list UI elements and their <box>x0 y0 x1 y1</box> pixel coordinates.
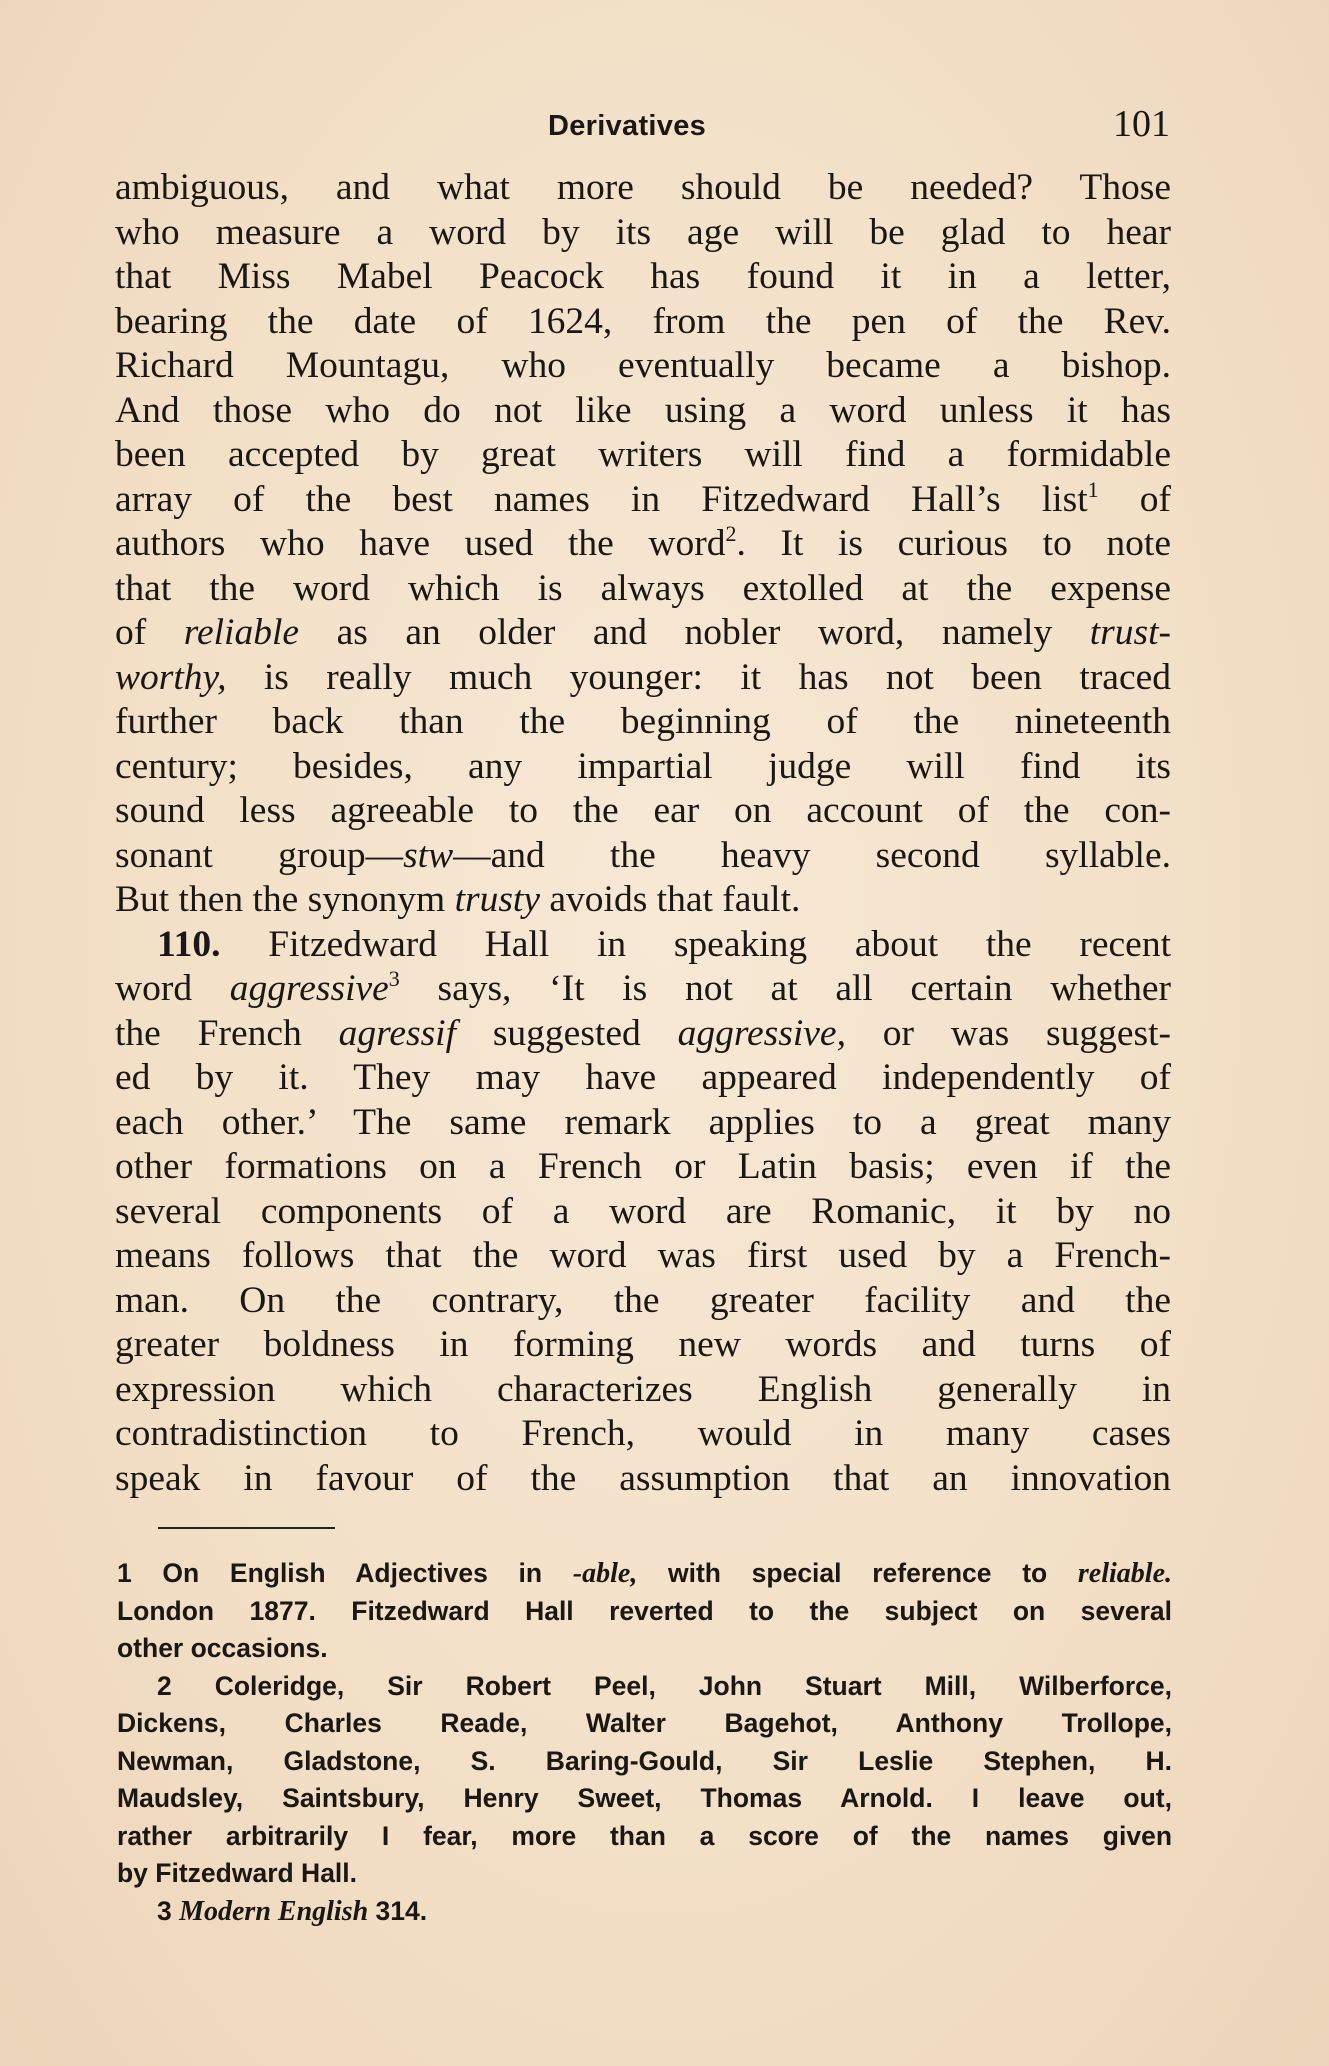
footnote-line: rather arbitrarily I fear, more than a score of the names given <box>117 1820 1172 1851</box>
text-line <box>115 522 1171 567</box>
text-line: Richard Mountagu, who eventually became a bishop. <box>115 345 1171 386</box>
text-line <box>115 478 1171 523</box>
footnote-line: London 1877. Fitzedward Hall reverted to the subject on several <box>117 1595 1172 1626</box>
footnote-ref-1: 1 <box>1087 476 1099 502</box>
text-run: 3 <box>157 1895 180 1926</box>
text-run: Fitzedward Hall in speaking about the recent <box>220 923 1171 965</box>
text-line: several components of a word are Romanic, it by no <box>115 1190 1171 1232</box>
footnotes <box>117 1555 1172 1930</box>
italic-term: trusty <box>454 879 540 920</box>
text-line: that Miss Mabel Peacock has found it in a letter, <box>115 256 1171 297</box>
text-line: And those who do not like using a word unless it has <box>115 389 1171 431</box>
page-number: 101 <box>1113 103 1170 145</box>
text-run: 314. <box>368 1895 428 1926</box>
text-line: ambiguous, and what more should be needed? Those <box>115 167 1171 208</box>
text-line: each other.’ The same remark applies to a great many <box>115 1101 1171 1143</box>
footnote-line: by Fitzedward Hall. <box>117 1858 358 1888</box>
text-line: greater boldness in forming new words and turns of <box>115 1324 1171 1365</box>
italic-term: trust- <box>1089 612 1171 653</box>
text-line: century; besides, any impartial judge will find its <box>115 745 1171 787</box>
italic-term: -able, <box>572 1558 638 1589</box>
footnote-rule <box>158 1527 335 1529</box>
text-run: But then the synonym <box>115 879 455 920</box>
section-number: 110. <box>157 923 221 965</box>
text-line: further back than the beginning of the nineteenth <box>115 701 1171 742</box>
text-run: sonant group— <box>115 834 404 876</box>
footnote-line: Maudsley, Saintsbury, Henry Sweet, Thomas Arnold. I leave out, <box>117 1783 1172 1813</box>
italic-term: Modern English <box>179 1895 369 1927</box>
italic-term: agressif <box>338 1012 456 1054</box>
text-run: or was suggest- <box>845 1012 1172 1054</box>
text-line: expression which characterizes English generally in <box>115 1368 1171 1410</box>
text-line <box>115 656 1171 701</box>
text-run: is really much younger: it has not been traced <box>226 656 1171 698</box>
italic-term: reliable. <box>1077 1558 1172 1589</box>
text-line: speak in favour of the assumption that an innovation <box>115 1457 1171 1499</box>
text-run: word <box>115 968 230 1009</box>
text-run: . It is curious to note <box>736 523 1171 564</box>
text-line <box>115 611 1171 656</box>
text-line: man. On the contrary, the greater facility and the <box>115 1279 1171 1321</box>
text-run: of <box>1098 478 1171 520</box>
text-run: suggested <box>456 1012 678 1054</box>
footnote-ref-3: 3 <box>388 966 400 991</box>
text-line: means follows that the word was first used by a French- <box>115 1235 1171 1276</box>
text-line: ed by it. They may have appeared independently of <box>115 1057 1171 1098</box>
text-run: —and the heavy second syllable. <box>453 834 1171 876</box>
text-run: array of the best names in Fitzedward Hall’s list <box>115 478 1088 520</box>
text-run: avoids that fault. <box>540 879 801 920</box>
footnote-line <box>117 1555 1172 1593</box>
text-line <box>115 1012 1171 1057</box>
text-run: 1 On English Adjectives in <box>117 1558 573 1588</box>
text-line <box>115 967 1171 1012</box>
text-run: as an older and nobler word, namely <box>299 612 1090 653</box>
text-run: the French <box>115 1012 339 1054</box>
text-line: contradistinction to French, would in many cases <box>115 1413 1171 1454</box>
text-line: sound less agreeable to the ear on account of the con- <box>115 790 1171 831</box>
italic-term: reliable <box>183 612 300 653</box>
italic-term: worthy, <box>115 656 227 698</box>
italic-term: stw <box>403 834 454 876</box>
text-run: says, ‘It is not at all certain whether <box>399 968 1171 1009</box>
footnote-line: Newman, Gladstone, S. Baring-Gould, Sir Leslie Stephen, H. <box>117 1745 1172 1776</box>
text-line: who measure a word by its age will be glad to hear <box>115 211 1171 253</box>
text-line: bearing the date of 1624, from the pen of the Rev. <box>115 300 1171 342</box>
italic-term: aggressive, <box>677 1012 846 1054</box>
text-line: that the word which is always extolled at the expense <box>115 567 1171 609</box>
running-title: Derivatives <box>548 110 707 142</box>
text-line: been accepted by great writers will find a formidable <box>115 434 1171 475</box>
running-head <box>115 100 1170 154</box>
footnote-line: 2 Coleridge, Sir Robert Peel, John Stuart Mill, Wilberforce, <box>157 1670 1172 1701</box>
text-run: with special reference to <box>637 1558 1078 1588</box>
footnote-line: other occasions. <box>117 1633 328 1663</box>
text-run: of <box>115 612 184 653</box>
text-line <box>115 878 1171 923</box>
text-run: authors who have used the word <box>115 523 726 564</box>
text-line <box>115 834 1171 879</box>
text-line <box>115 923 1171 968</box>
body-text <box>115 166 1171 1501</box>
footnote-line <box>117 1893 1172 1931</box>
italic-term: aggressive <box>229 968 389 1009</box>
text-line: other formations on a French or Latin basis; even if the <box>115 1146 1171 1187</box>
footnote-line: Dickens, Charles Reade, Walter Bagehot, Anthony Trollope, <box>117 1708 1172 1738</box>
footnote-ref-2: 2 <box>725 521 737 546</box>
